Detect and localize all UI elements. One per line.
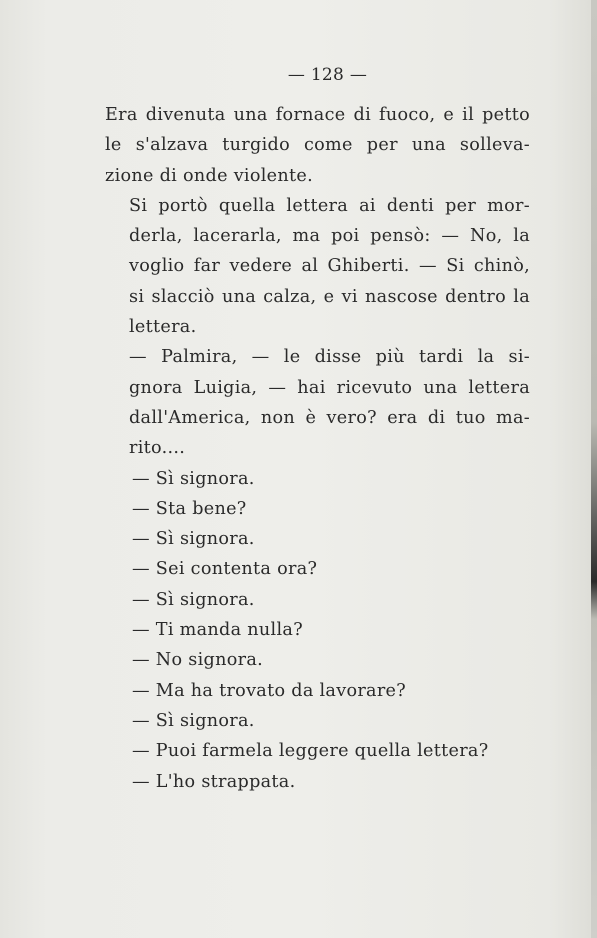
text-line: Era divenuta una fornace di fuoco, e il petto <box>105 105 530 125</box>
dialogue-line: — Ti manda nulla? <box>132 620 303 641</box>
dialogue-line: — Sì signora. <box>132 529 255 550</box>
dialogue-line: — Sì signora. <box>132 589 255 610</box>
text-line: zione di onde violente. <box>105 165 313 186</box>
text-line: le s'alzava turgido come per una solleva- <box>105 135 530 156</box>
text-line: derla, lacerarla, ma poi pensò: — No, la <box>129 226 530 247</box>
dialogue-line: — Sei contenta ora? <box>132 559 318 580</box>
paragraph-1 <box>105 100 530 191</box>
paragraph-3 <box>105 342 530 463</box>
text-line: rito.... <box>129 438 186 459</box>
dialogue-line: — Sì signora. <box>132 468 255 489</box>
paragraph-2 <box>105 191 530 342</box>
dialogue-line: — Sta bene? <box>132 498 247 519</box>
page-number: — 128 — <box>287 65 368 85</box>
text-line: Si portò quella lettera ai denti per mor- <box>129 195 530 216</box>
text-line: voglio far vedere al Ghiberti. — Si chinò, <box>129 256 530 277</box>
text-line: dall'America, non è vero? era di tuo ma- <box>129 407 530 428</box>
dialogue-line: — L'ho strappata. <box>132 771 296 792</box>
dialogue-line: — No signora. <box>132 650 263 671</box>
dialogue-line: — Puoi farmela leggere quella lettera? <box>132 741 489 762</box>
text-line: gnora Luigia, — hai ricevuto una lettera <box>129 377 530 398</box>
text-line: lettera. <box>129 317 197 338</box>
dialogue-line: — Ma ha trovato da lavorare? <box>132 680 406 701</box>
text-line: si slacciò una calza, e vi nascose dentro la <box>129 286 530 307</box>
text-column <box>105 58 530 797</box>
text-line: — Palmira, — le disse più tardi la si- <box>129 347 530 368</box>
dialogue-line: — Sì signora. <box>132 710 255 731</box>
page-edge-shadow <box>591 0 597 938</box>
